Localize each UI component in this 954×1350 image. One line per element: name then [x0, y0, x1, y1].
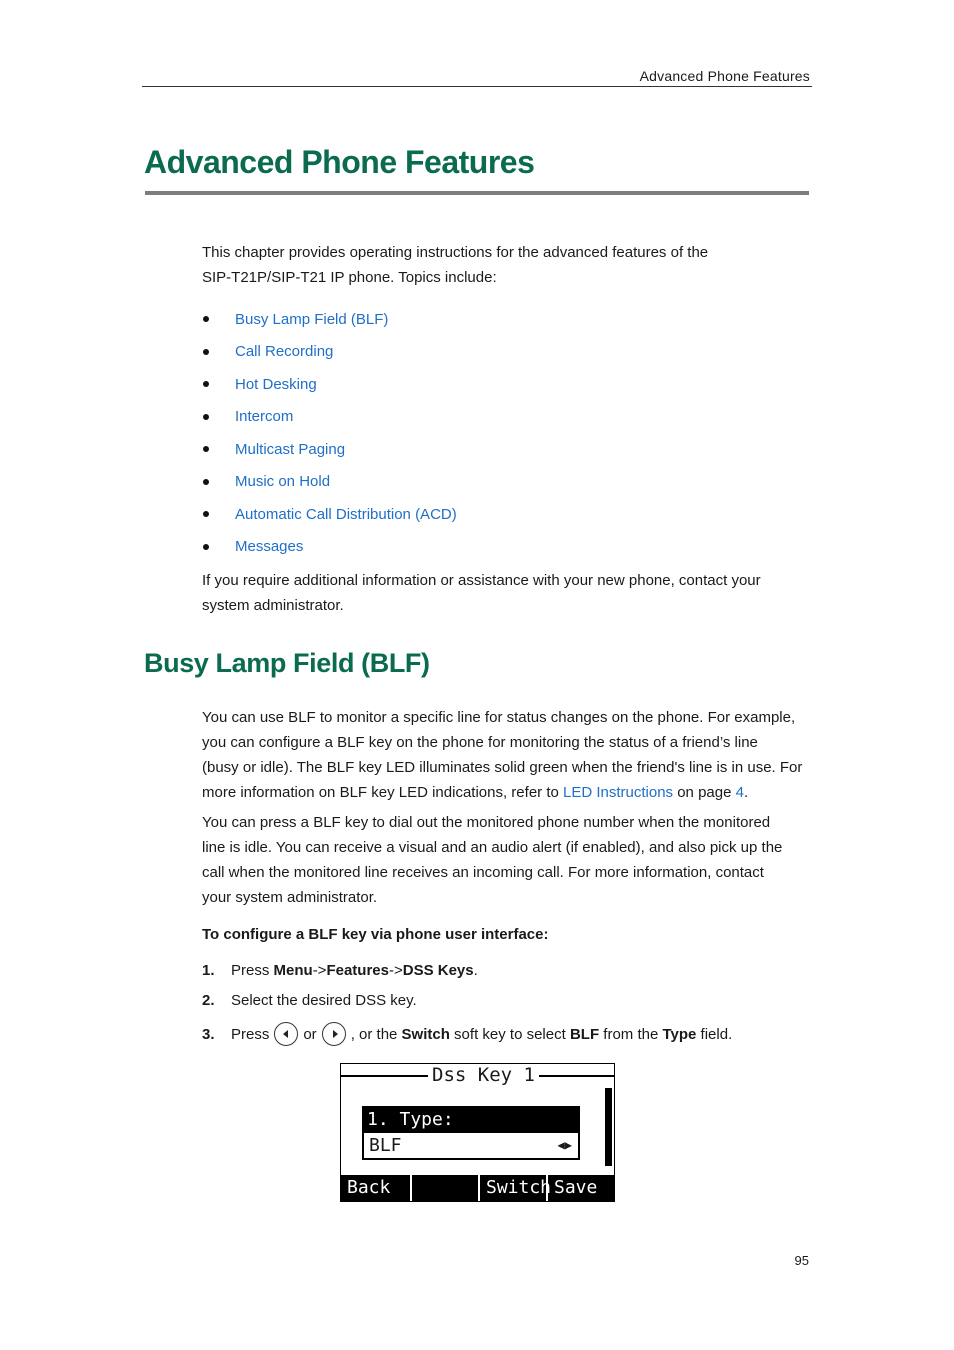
topics-list — [202, 303, 457, 563]
page-link[interactable]: 4 — [735, 784, 744, 801]
features-label: Features — [326, 962, 389, 979]
topic-link[interactable]: Busy Lamp Field (BLF) — [235, 310, 389, 328]
softkey-save: Save — [546, 1175, 614, 1201]
dss-keys-label: DSS Keys — [402, 962, 474, 979]
list-item — [202, 531, 457, 564]
list-item — [202, 433, 457, 466]
list-item — [202, 466, 457, 499]
blf-label: BLF — [569, 1025, 600, 1043]
paragraph-line: You can use BLF to monitor a specific line for status changes on the phone. For example, — [202, 709, 796, 726]
list-item — [202, 498, 457, 531]
type-label: Type — [662, 1025, 697, 1043]
text: . — [473, 962, 478, 979]
topic-link[interactable]: Multicast Paging — [235, 440, 346, 458]
topic-link[interactable]: Automatic Call Distribution (ACD) — [235, 505, 457, 523]
text: . — [743, 784, 749, 801]
topic-link[interactable]: Call Recording — [235, 343, 334, 361]
step-3 — [202, 1022, 732, 1046]
closing-line: If you require additional information or assistance with your new phone, contact your — [202, 572, 761, 589]
right-navigation-key-icon — [322, 1022, 346, 1046]
text: field. — [696, 1025, 733, 1043]
text: on page — [673, 784, 736, 801]
left-navigation-key-icon — [274, 1022, 298, 1046]
text: , or the — [350, 1025, 402, 1043]
lcd-type-field — [362, 1133, 580, 1160]
step-number: 3. — [202, 1025, 215, 1043]
procedure-title: To configure a BLF key via phone user interface: — [202, 926, 549, 943]
softkey-empty — [410, 1175, 478, 1201]
menu-label: Menu — [273, 962, 313, 979]
lcd-title: Dss Key 1 — [428, 1064, 539, 1086]
list-item — [202, 368, 457, 401]
chapter-title: Advanced Phone Features — [144, 144, 535, 180]
closing-paragraph — [202, 568, 814, 618]
blf-paragraph-1 — [202, 705, 814, 805]
bullet-icon — [203, 446, 209, 452]
chapter-title-rule — [145, 191, 809, 195]
topic-link[interactable]: Hot Desking — [235, 375, 317, 393]
topic-link[interactable]: Intercom — [235, 408, 294, 426]
intro-line: This chapter provides operating instructions for the advanced features of the — [202, 244, 709, 261]
bullet-icon — [203, 511, 209, 517]
list-item — [202, 401, 457, 434]
lcd-scrollbar — [606, 1088, 611, 1166]
text: or — [303, 1025, 317, 1043]
softkey-back: Back — [347, 1177, 391, 1198]
left-right-arrows-icon: ◀▶ — [557, 1138, 572, 1152]
switch-label: Switch — [401, 1025, 450, 1043]
step-1 — [202, 962, 478, 979]
lcd-softkey-bar — [341, 1175, 614, 1201]
bullet-icon — [203, 544, 209, 550]
bullet-icon — [203, 479, 209, 485]
topic-link[interactable]: Music on Hold — [235, 473, 331, 491]
step-number: 1. — [202, 962, 215, 979]
step-2 — [202, 992, 417, 1009]
text: from the — [599, 1025, 663, 1043]
list-item — [202, 303, 457, 336]
softkey-switch: Switch — [478, 1175, 546, 1201]
phone-lcd-screenshot — [340, 1063, 615, 1202]
intro-line: SIP-T21P/SIP-T21 IP phone. Topics include: — [202, 269, 497, 286]
lcd-field-value: BLF — [369, 1135, 402, 1156]
paragraph-line: You can press a BLF key to dial out the monitored phone number when the monitored — [202, 814, 771, 831]
bullet-icon — [203, 349, 209, 355]
paragraph-line: line is idle. You can receive a visual and an audio alert (if enabled), and also pick up the — [202, 839, 783, 856]
led-instructions-link[interactable]: LED Instructions — [563, 784, 674, 801]
text: soft key to select — [449, 1025, 570, 1043]
header-rule — [142, 86, 812, 87]
text: Press — [231, 962, 274, 979]
section-title: Busy Lamp Field (BLF) — [144, 648, 430, 678]
paragraph-line — [202, 780, 814, 805]
bullet-icon — [203, 414, 209, 420]
bullet-icon — [203, 381, 209, 387]
blf-paragraph-2 — [202, 810, 814, 910]
page-number: 95 — [794, 1253, 809, 1268]
paragraph-line: your system administrator. — [202, 889, 378, 906]
separator: -> — [388, 962, 403, 979]
running-header: Advanced Phone Features — [639, 68, 810, 84]
text: Press — [231, 1025, 270, 1043]
topic-link[interactable]: Messages — [235, 538, 304, 556]
text: more information on BLF key LED indications, refer to — [202, 784, 563, 801]
lcd-selected-item: 1. Type: — [362, 1106, 580, 1133]
list-item — [202, 336, 457, 369]
intro-paragraph — [202, 240, 814, 290]
bullet-icon — [203, 316, 209, 322]
paragraph-line: call when the monitored line receives an incoming call. For more information, contact — [202, 864, 764, 881]
step-number: 2. — [202, 992, 215, 1009]
paragraph-line: you can configure a BLF key on the phone for monitoring the status of a friend’s line — [202, 734, 758, 751]
separator: -> — [312, 962, 327, 979]
paragraph-line: (busy or idle). The BLF key LED illuminates solid green when the friend's line is in use. For — [202, 759, 803, 776]
text: Select the desired DSS key. — [231, 992, 417, 1009]
closing-line: system administrator. — [202, 597, 344, 614]
